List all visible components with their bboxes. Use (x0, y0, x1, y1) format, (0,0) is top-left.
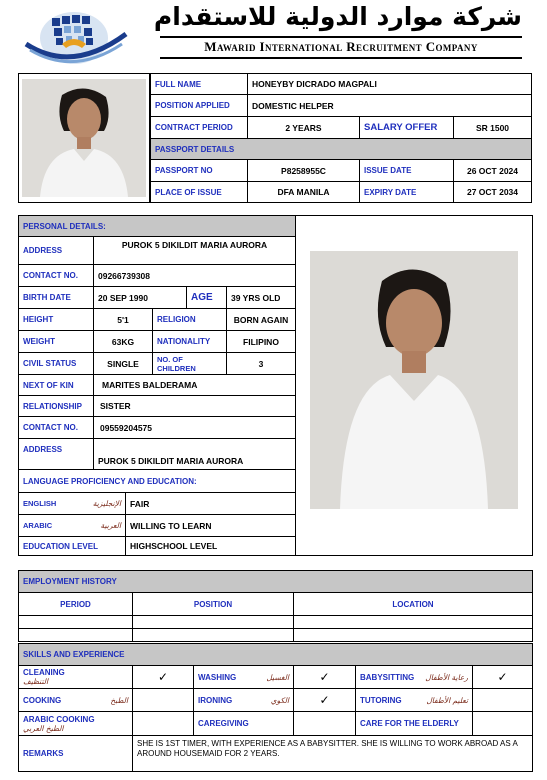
employment-section-header: EMPLOYMENT HISTORY (18, 570, 533, 593)
elderly-care-label: CARE FOR THE ELDERLY (355, 711, 473, 736)
english-label: ENGLISH (23, 499, 57, 508)
arabic-cooking-check-cell (132, 711, 194, 736)
top-photo-cell (18, 73, 150, 203)
tutoring-label-cell (355, 688, 473, 712)
arabic-cooking-label: ARABIC COOKING (23, 714, 95, 724)
salary-label: SALARY OFFER (359, 116, 454, 139)
expiry-date-label: EXPIRY DATE (359, 181, 454, 203)
skills-section-header: SKILLS AND EXPERIENCE (18, 643, 533, 666)
ironing-arabic-label: الكوي (270, 695, 289, 705)
cleaning-label: CLEANING (23, 668, 65, 677)
place-of-issue-label: PLACE OF ISSUE (150, 181, 248, 203)
next-of-kin-value: MARITES BALDERAMA (93, 374, 296, 396)
nationality-label: NATIONALITY (152, 330, 227, 353)
address-label: ADDRESS (18, 236, 94, 265)
company-logo (22, 4, 134, 70)
arabic-arabic-label: العربية (100, 521, 121, 530)
children-value: 3 (226, 352, 296, 375)
babysitting-check: ✓ (472, 665, 533, 689)
company-arabic-name: شركة موارد الدولية للاستقدام (153, 2, 522, 31)
header-rule-bottom (160, 57, 522, 59)
cooking-label-cell (18, 688, 133, 712)
arabic-value: WILLING TO LEARN (125, 514, 296, 537)
position-header: POSITION (132, 592, 294, 616)
relationship-label: RELATIONSHIP (18, 395, 94, 417)
contact-value: 09266739308 (93, 264, 296, 287)
nationality-value: FILIPINO (226, 330, 296, 353)
kin-address-label: ADDRESS (18, 438, 94, 470)
arabic-label-cell (18, 514, 126, 537)
candidate-photo-small (22, 79, 146, 197)
english-label-cell (18, 492, 126, 515)
washing-label: WASHING (198, 672, 237, 682)
position-value: DOMESTIC HELPER (247, 94, 532, 117)
kin-contact-label: CONTACT NO. (18, 416, 94, 439)
babysitting-arabic-label: رعاية الأطفال (425, 672, 468, 682)
birth-date-value: 20 SEP 1990 (93, 286, 187, 309)
salary-value: SR 1500 (453, 116, 532, 139)
language-section-header: LANGUAGE PROFICIENCY AND EDUCATION: (18, 469, 296, 493)
ironing-check: ✓ (293, 688, 356, 712)
washing-check: ✓ (293, 665, 356, 689)
relationship-value: SISTER (93, 395, 296, 417)
expiry-date-value: 27 OCT 2034 (453, 181, 532, 203)
age-value: 39 YRS OLD (226, 286, 296, 309)
full-name-value: HONEYBY DICRADO MAGPALI (247, 73, 532, 95)
washing-arabic-label: الغسيل (266, 672, 289, 682)
kin-address-value: PUROK 5 DIKILDIT MARIA AURORA (93, 438, 296, 470)
remarks-value: SHE IS 1ST TIMER, WITH EXPERIENCE AS A BABYSITTER. SHE IS WILLING TO WORK ABROAD AS A AROUND HOUSEMAID FOR 2 YEARS. (132, 735, 533, 772)
employment-row-period (18, 615, 133, 629)
cleaning-label-cell (18, 665, 133, 689)
header-rule-top (160, 36, 522, 38)
tutoring-arabic-label: تعليم الأطفال (426, 695, 468, 705)
passport-no-label: PASSPORT NO (150, 159, 248, 182)
place-of-issue-value: DFA MANILA (247, 181, 360, 203)
candidate-photo-large (310, 251, 518, 509)
arabic-cooking-label-cell (18, 711, 133, 736)
remarks-label: REMARKS (18, 735, 133, 772)
cooking-label: COOKING (23, 695, 62, 705)
age-label: AGE (186, 286, 227, 309)
arabic-label: ARABIC (23, 521, 53, 530)
passport-section-header: PASSPORT DETAILS (150, 138, 532, 160)
weight-value: 63KG (93, 330, 153, 353)
children-label: NO. OF CHILDREN (152, 352, 227, 375)
washing-label-cell (193, 665, 294, 689)
religion-value: BORN AGAIN (226, 308, 296, 331)
height-value: 5'1 (93, 308, 153, 331)
personal-photo-cell (295, 215, 533, 556)
civil-status-value: SINGLE (93, 352, 153, 375)
caregiving-label: CAREGIVING (193, 711, 294, 736)
position-label: POSITION APPLIED (150, 94, 248, 117)
education-value: HIGHSCHOOL LEVEL (125, 536, 296, 556)
kin-contact-value: 09559204575 (93, 416, 296, 439)
babysitting-label-cell (355, 665, 473, 689)
arabic-cooking-arabic-label: الطبخ العربي (23, 723, 64, 733)
employment-row-position (132, 615, 294, 629)
employment-row2-location (293, 628, 533, 642)
ironing-label-cell (193, 688, 294, 712)
weight-label: WEIGHT (18, 330, 94, 353)
period-header: PERIOD (18, 592, 133, 616)
employment-row2-position (132, 628, 294, 642)
contract-value: 2 YEARS (247, 116, 360, 139)
elderly-care-check-cell (472, 711, 533, 736)
caregiving-check-cell (293, 711, 356, 736)
address-value: PUROK 5 DIKILDIT MARIA AURORA (93, 236, 296, 265)
employment-row-location (293, 615, 533, 629)
contract-label: CONTRACT PERIOD (150, 116, 248, 139)
height-label: HEIGHT (18, 308, 94, 331)
next-of-kin-label: NEXT OF KIN (18, 374, 94, 396)
cleaning-check: ✓ (132, 665, 194, 689)
full-name-label: FULL NAME (150, 73, 248, 95)
employment-row2-period (18, 628, 133, 642)
contact-label: CONTACT NO. (18, 264, 94, 287)
english-value: FAIR (125, 492, 296, 515)
company-english-name: Mawarid International Recruitment Company (204, 39, 478, 54)
religion-label: RELIGION (152, 308, 227, 331)
education-label: EDUCATION LEVEL (18, 536, 126, 556)
tutoring-label: TUTORING (360, 695, 402, 705)
issue-date-value: 26 OCT 2024 (453, 159, 532, 182)
issue-date-label: ISSUE DATE (359, 159, 454, 182)
cleaning-arabic-label: التنظيف (23, 677, 49, 686)
birth-date-label: BIRTH DATE (18, 286, 94, 309)
passport-no-value: P8258955C (247, 159, 360, 182)
english-arabic-label: الإنجليزية (92, 499, 121, 508)
ironing-label: IRONING (198, 695, 233, 705)
tutoring-check-cell (472, 688, 533, 712)
babysitting-label: BABYSITTING (360, 672, 415, 682)
personal-section-header: PERSONAL DETAILS: (18, 215, 296, 237)
cooking-arabic-label: الطبخ (110, 695, 128, 705)
civil-status-label: CIVIL STATUS (18, 352, 94, 375)
cooking-check-cell (132, 688, 194, 712)
location-header: LOCATION (293, 592, 533, 616)
